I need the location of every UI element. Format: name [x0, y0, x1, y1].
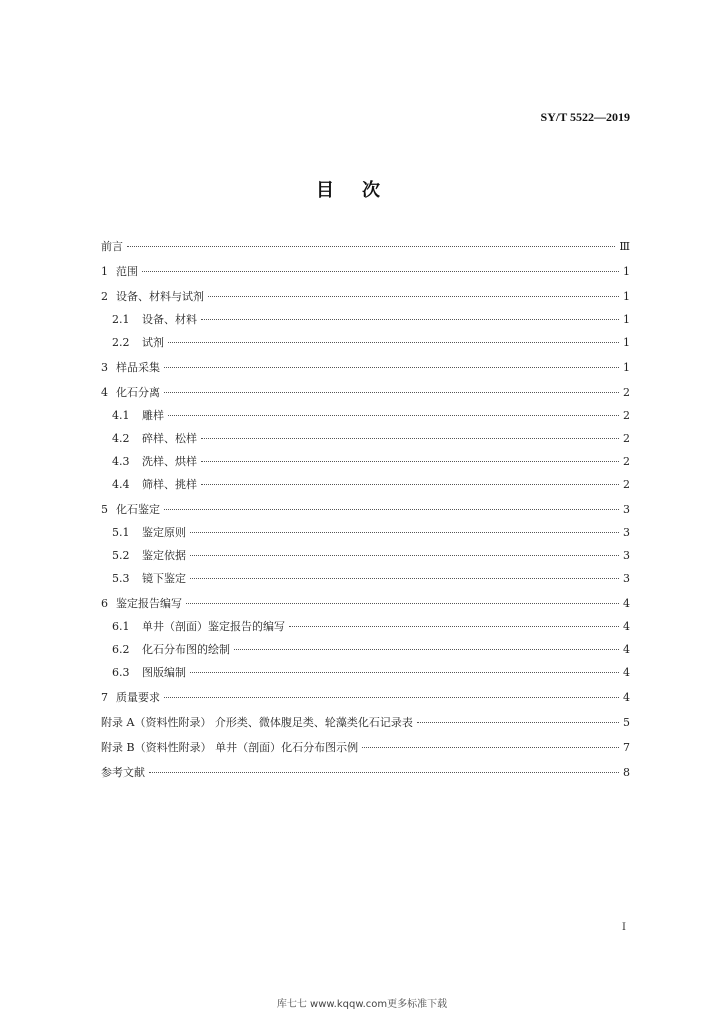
toc-entry-number: 4	[101, 386, 108, 399]
table-of-contents	[101, 238, 630, 782]
toc-entry[interactable]	[101, 288, 630, 306]
toc-entry-label: 筛样、挑样	[142, 478, 197, 491]
toc-entry-label: 化石鉴定	[116, 503, 160, 516]
dot-leader	[208, 296, 619, 297]
dot-leader	[164, 697, 619, 698]
toc-entry[interactable]	[101, 764, 630, 782]
toc-spacer	[101, 256, 630, 263]
dot-leader	[201, 484, 619, 485]
toc-entry-page: 3	[623, 572, 630, 585]
dot-leader	[362, 747, 619, 748]
toc-entry-number: 4.4	[112, 478, 130, 491]
toc-entry-page: 4	[623, 620, 630, 633]
dot-leader	[190, 532, 619, 533]
toc-entry-page: 8	[623, 766, 630, 779]
toc-entry[interactable]	[101, 334, 630, 352]
toc-entry-page: 4	[623, 666, 630, 679]
toc-entry-page: 1	[623, 313, 630, 326]
toc-entry-label: 镜下鉴定	[142, 572, 186, 585]
dot-leader	[201, 319, 619, 320]
dot-leader	[190, 555, 619, 556]
toc-entry-label: 参考文献	[101, 766, 145, 779]
dot-leader	[289, 626, 619, 627]
toc-entry-page: 1	[623, 336, 630, 349]
toc-entry[interactable]	[101, 714, 630, 732]
page-number: I	[622, 922, 626, 933]
toc-entry-label: 图版编制	[142, 666, 186, 679]
toc-entry-number: 1	[101, 265, 108, 278]
toc-entry[interactable]	[101, 359, 630, 377]
toc-entry-page: 2	[623, 409, 630, 422]
dot-leader	[201, 461, 619, 462]
toc-entry-number: 7	[101, 691, 108, 704]
toc-entry-label: 附录 A（资料性附录） 介形类、微体腹足类、轮藻类化石记录表	[101, 716, 413, 729]
footer-watermark: 库七七 www.kqqw.com更多标准下载	[276, 999, 448, 1010]
toc-entry-number: 4.1	[112, 409, 130, 422]
toc-entry[interactable]	[101, 263, 630, 281]
toc-entry[interactable]	[101, 384, 630, 402]
toc-entry-label: 质量要求	[116, 691, 160, 704]
toc-entry-label: 鉴定报告编写	[116, 597, 182, 610]
toc-entry[interactable]	[101, 407, 630, 425]
toc-entry-label: 范围	[116, 265, 138, 278]
toc-entry-label: 化石分离	[116, 386, 160, 399]
toc-entry-label: 碎样、松样	[142, 432, 197, 445]
toc-spacer	[101, 757, 630, 764]
toc-entry-page: 2	[623, 386, 630, 399]
toc-entry-page: 1	[623, 361, 630, 374]
toc-entry-number: 4.2	[112, 432, 130, 445]
dot-leader	[201, 438, 619, 439]
dot-leader	[168, 342, 619, 343]
toc-entry[interactable]	[101, 641, 630, 659]
dot-leader	[186, 603, 619, 604]
toc-spacer	[101, 707, 630, 714]
toc-spacer	[101, 494, 630, 501]
toc-entry-number: 3	[101, 361, 108, 374]
toc-entry[interactable]	[101, 689, 630, 707]
toc-spacer	[101, 352, 630, 359]
page-title: 目次	[316, 180, 408, 201]
toc-spacer	[101, 588, 630, 595]
toc-entry-page: 2	[623, 455, 630, 468]
toc-entry-number: 6.2	[112, 643, 130, 656]
dot-leader	[164, 509, 619, 510]
toc-entry-label: 雕样	[142, 409, 164, 422]
toc-entry-label: 附录 B（资料性附录） 单井（剖面）化石分布图示例	[101, 741, 359, 754]
toc-spacer	[101, 281, 630, 288]
toc-entry-number: 2.2	[112, 336, 130, 349]
toc-entry[interactable]	[101, 547, 630, 565]
toc-entry[interactable]	[101, 453, 630, 471]
dot-leader	[164, 392, 619, 393]
toc-entry-number: 5.3	[112, 572, 130, 585]
dot-leader	[149, 772, 619, 773]
toc-entry-label: 设备、材料与试剂	[116, 290, 204, 303]
toc-entry-label: 鉴定原则	[142, 526, 186, 539]
toc-entry-page: 7	[623, 741, 630, 754]
dot-leader	[190, 672, 619, 673]
dot-leader	[142, 271, 619, 272]
toc-spacer	[101, 732, 630, 739]
toc-entry-page: 3	[623, 549, 630, 562]
toc-entry[interactable]	[101, 238, 630, 256]
toc-entry[interactable]	[101, 618, 630, 636]
dot-leader	[127, 246, 615, 247]
toc-entry[interactable]	[101, 524, 630, 542]
toc-entry-number: 5.2	[112, 549, 130, 562]
toc-entry-label: 前言	[101, 240, 123, 253]
toc-entry[interactable]	[101, 570, 630, 588]
toc-entry-number: 5.1	[112, 526, 130, 539]
dot-leader	[168, 415, 619, 416]
toc-entry[interactable]	[101, 430, 630, 448]
toc-entry-number: 6.1	[112, 620, 130, 633]
dot-leader	[190, 578, 619, 579]
toc-entry-label: 化石分布图的绘制	[142, 643, 230, 656]
toc-entry-number: 5	[101, 503, 108, 516]
toc-entry-page: 3	[623, 503, 630, 516]
toc-entry-label: 试剂	[142, 336, 164, 349]
standard-code: SY/T 5522—2019	[540, 110, 630, 124]
toc-entry-number: 2.1	[112, 313, 130, 326]
toc-entry[interactable]	[101, 664, 630, 682]
toc-entry[interactable]	[101, 501, 630, 519]
toc-entry-label: 洗样、烘样	[142, 455, 197, 468]
toc-spacer	[101, 682, 630, 689]
toc-entry-page: 4	[623, 643, 630, 656]
toc-entry[interactable]	[101, 595, 630, 613]
toc-entry-number: 6.3	[112, 666, 130, 679]
toc-entry-label: 鉴定依据	[142, 549, 186, 562]
toc-entry-number: 6	[101, 597, 108, 610]
toc-entry-page: 5	[623, 716, 630, 729]
toc-entry-page: 4	[623, 597, 630, 610]
toc-entry-number: 4.3	[112, 455, 130, 468]
toc-entry[interactable]	[101, 476, 630, 494]
toc-entry-page: 1	[623, 265, 630, 278]
toc-entry[interactable]	[101, 739, 630, 757]
toc-entry-page: 2	[623, 478, 630, 491]
toc-entry-page: 1	[623, 290, 630, 303]
dot-leader	[164, 367, 619, 368]
dot-leader	[234, 649, 619, 650]
toc-spacer	[101, 377, 630, 384]
toc-entry-page: 4	[623, 691, 630, 704]
dot-leader	[417, 722, 619, 723]
toc-entry-page: 2	[623, 432, 630, 445]
toc-entry[interactable]	[101, 311, 630, 329]
toc-entry-label: 单井（剖面）鉴定报告的编写	[142, 620, 285, 633]
toc-entry-label: 样品采集	[116, 361, 160, 374]
toc-entry-number: 2	[101, 290, 108, 303]
toc-entry-label: 设备、材料	[142, 313, 197, 326]
toc-entry-page: Ⅲ	[619, 240, 630, 253]
toc-entry-page: 3	[623, 526, 630, 539]
